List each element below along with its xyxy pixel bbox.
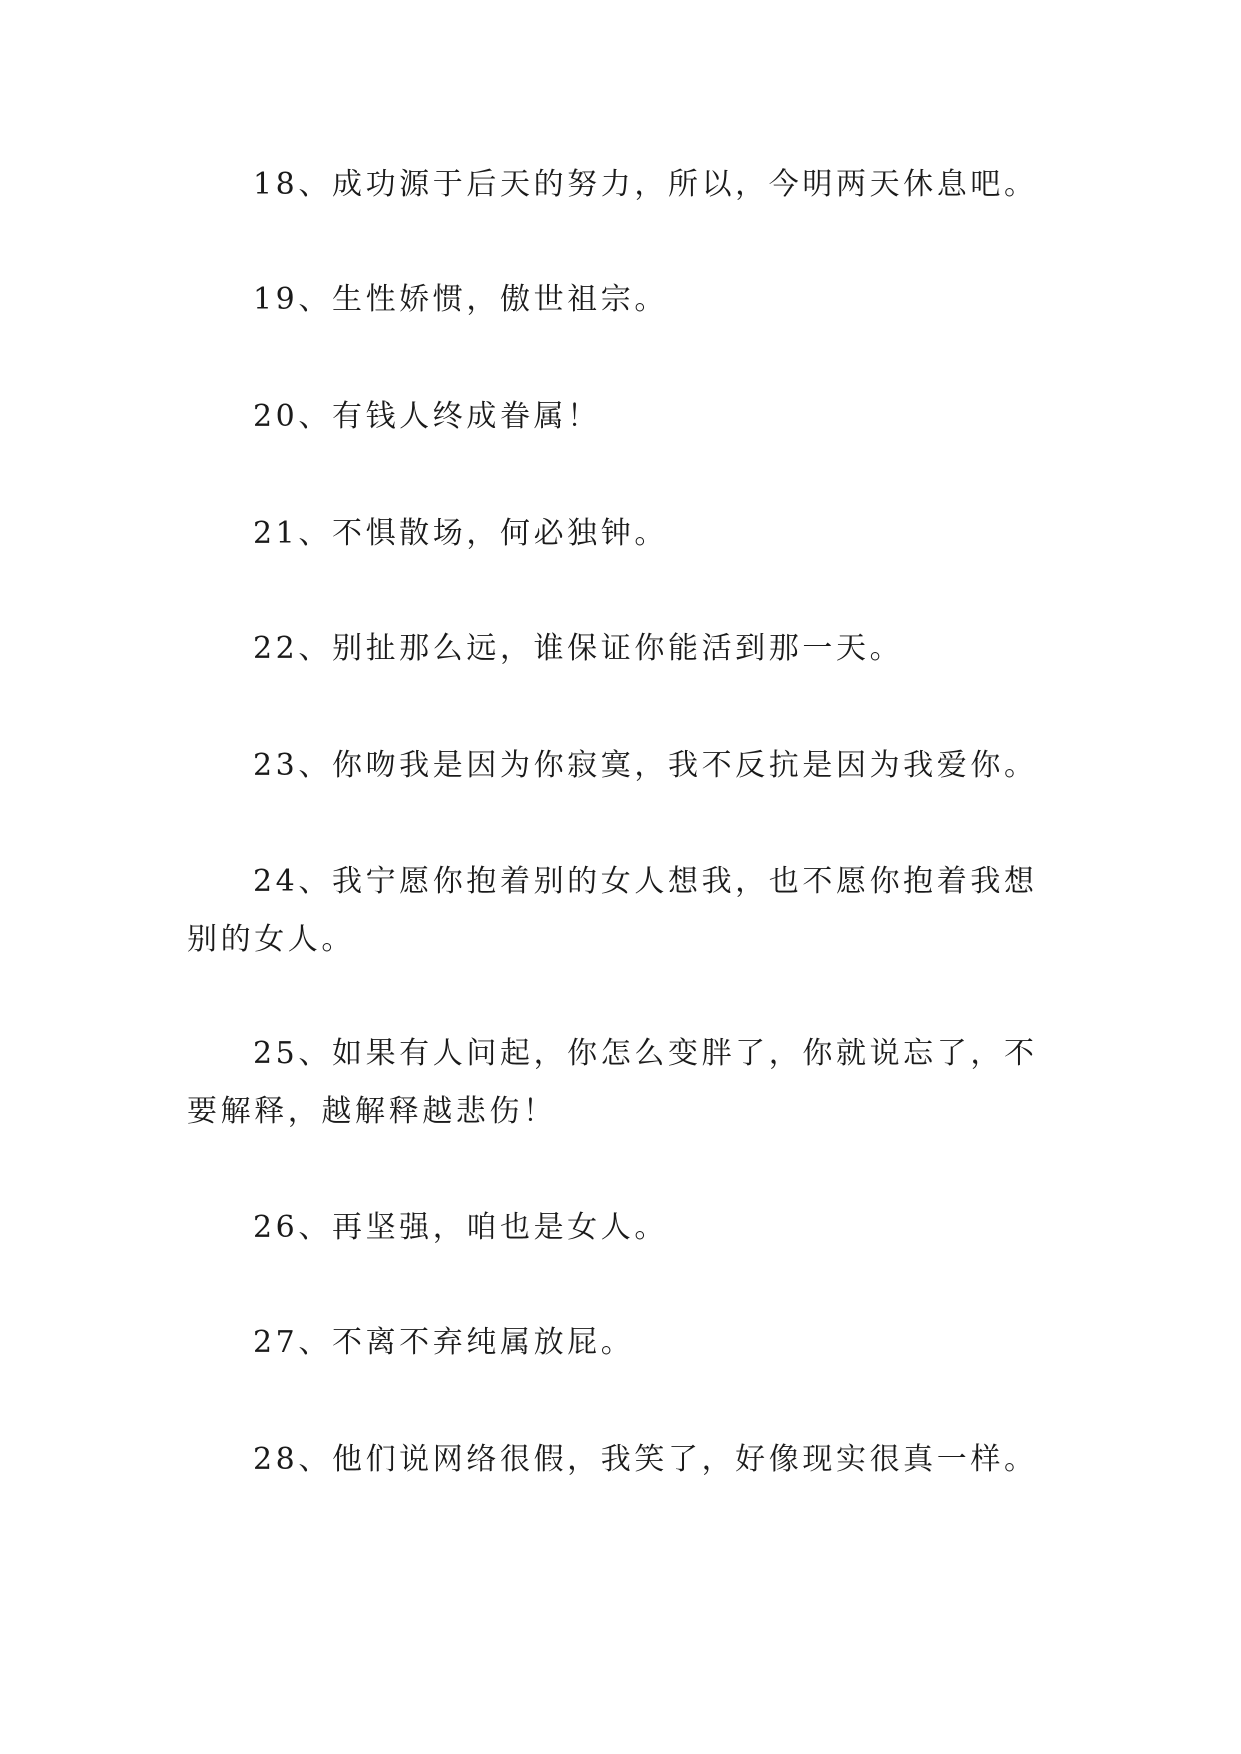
paragraph-18: 18、成功源于后天的努力，所以，今明两天休息吧。 <box>253 167 1038 202</box>
paragraph-24: 24、我宁愿你抱着别的女人想我，也不愿你抱着我想别的女人。 <box>187 864 1038 957</box>
paragraph-21: 21、不惧散场，何必独钟。 <box>253 516 668 551</box>
paragraph-22: 22、别扯那么远，谁保证你能活到那一天。 <box>253 631 904 666</box>
paragraph-26: 26、再坚强，咱也是女人。 <box>253 1210 668 1245</box>
paragraph-28: 28、他们说网络很假，我笑了，好像现实很真一样。 <box>253 1442 1038 1477</box>
paragraph-27: 27、不离不弃纯属放屁。 <box>253 1325 635 1360</box>
paragraph-20: 20、有钱人终成眷属！ <box>253 399 601 434</box>
paragraph-25: 25、如果有人问起，你怎么变胖了，你就说忘了，不要解释，越解释越悲伤！ <box>187 1036 1038 1129</box>
paragraph-19: 19、生性娇惯，傲世祖宗。 <box>253 282 668 317</box>
paragraph-23: 23、你吻我是因为你寂寞，我不反抗是因为我爱你。 <box>253 748 1038 783</box>
